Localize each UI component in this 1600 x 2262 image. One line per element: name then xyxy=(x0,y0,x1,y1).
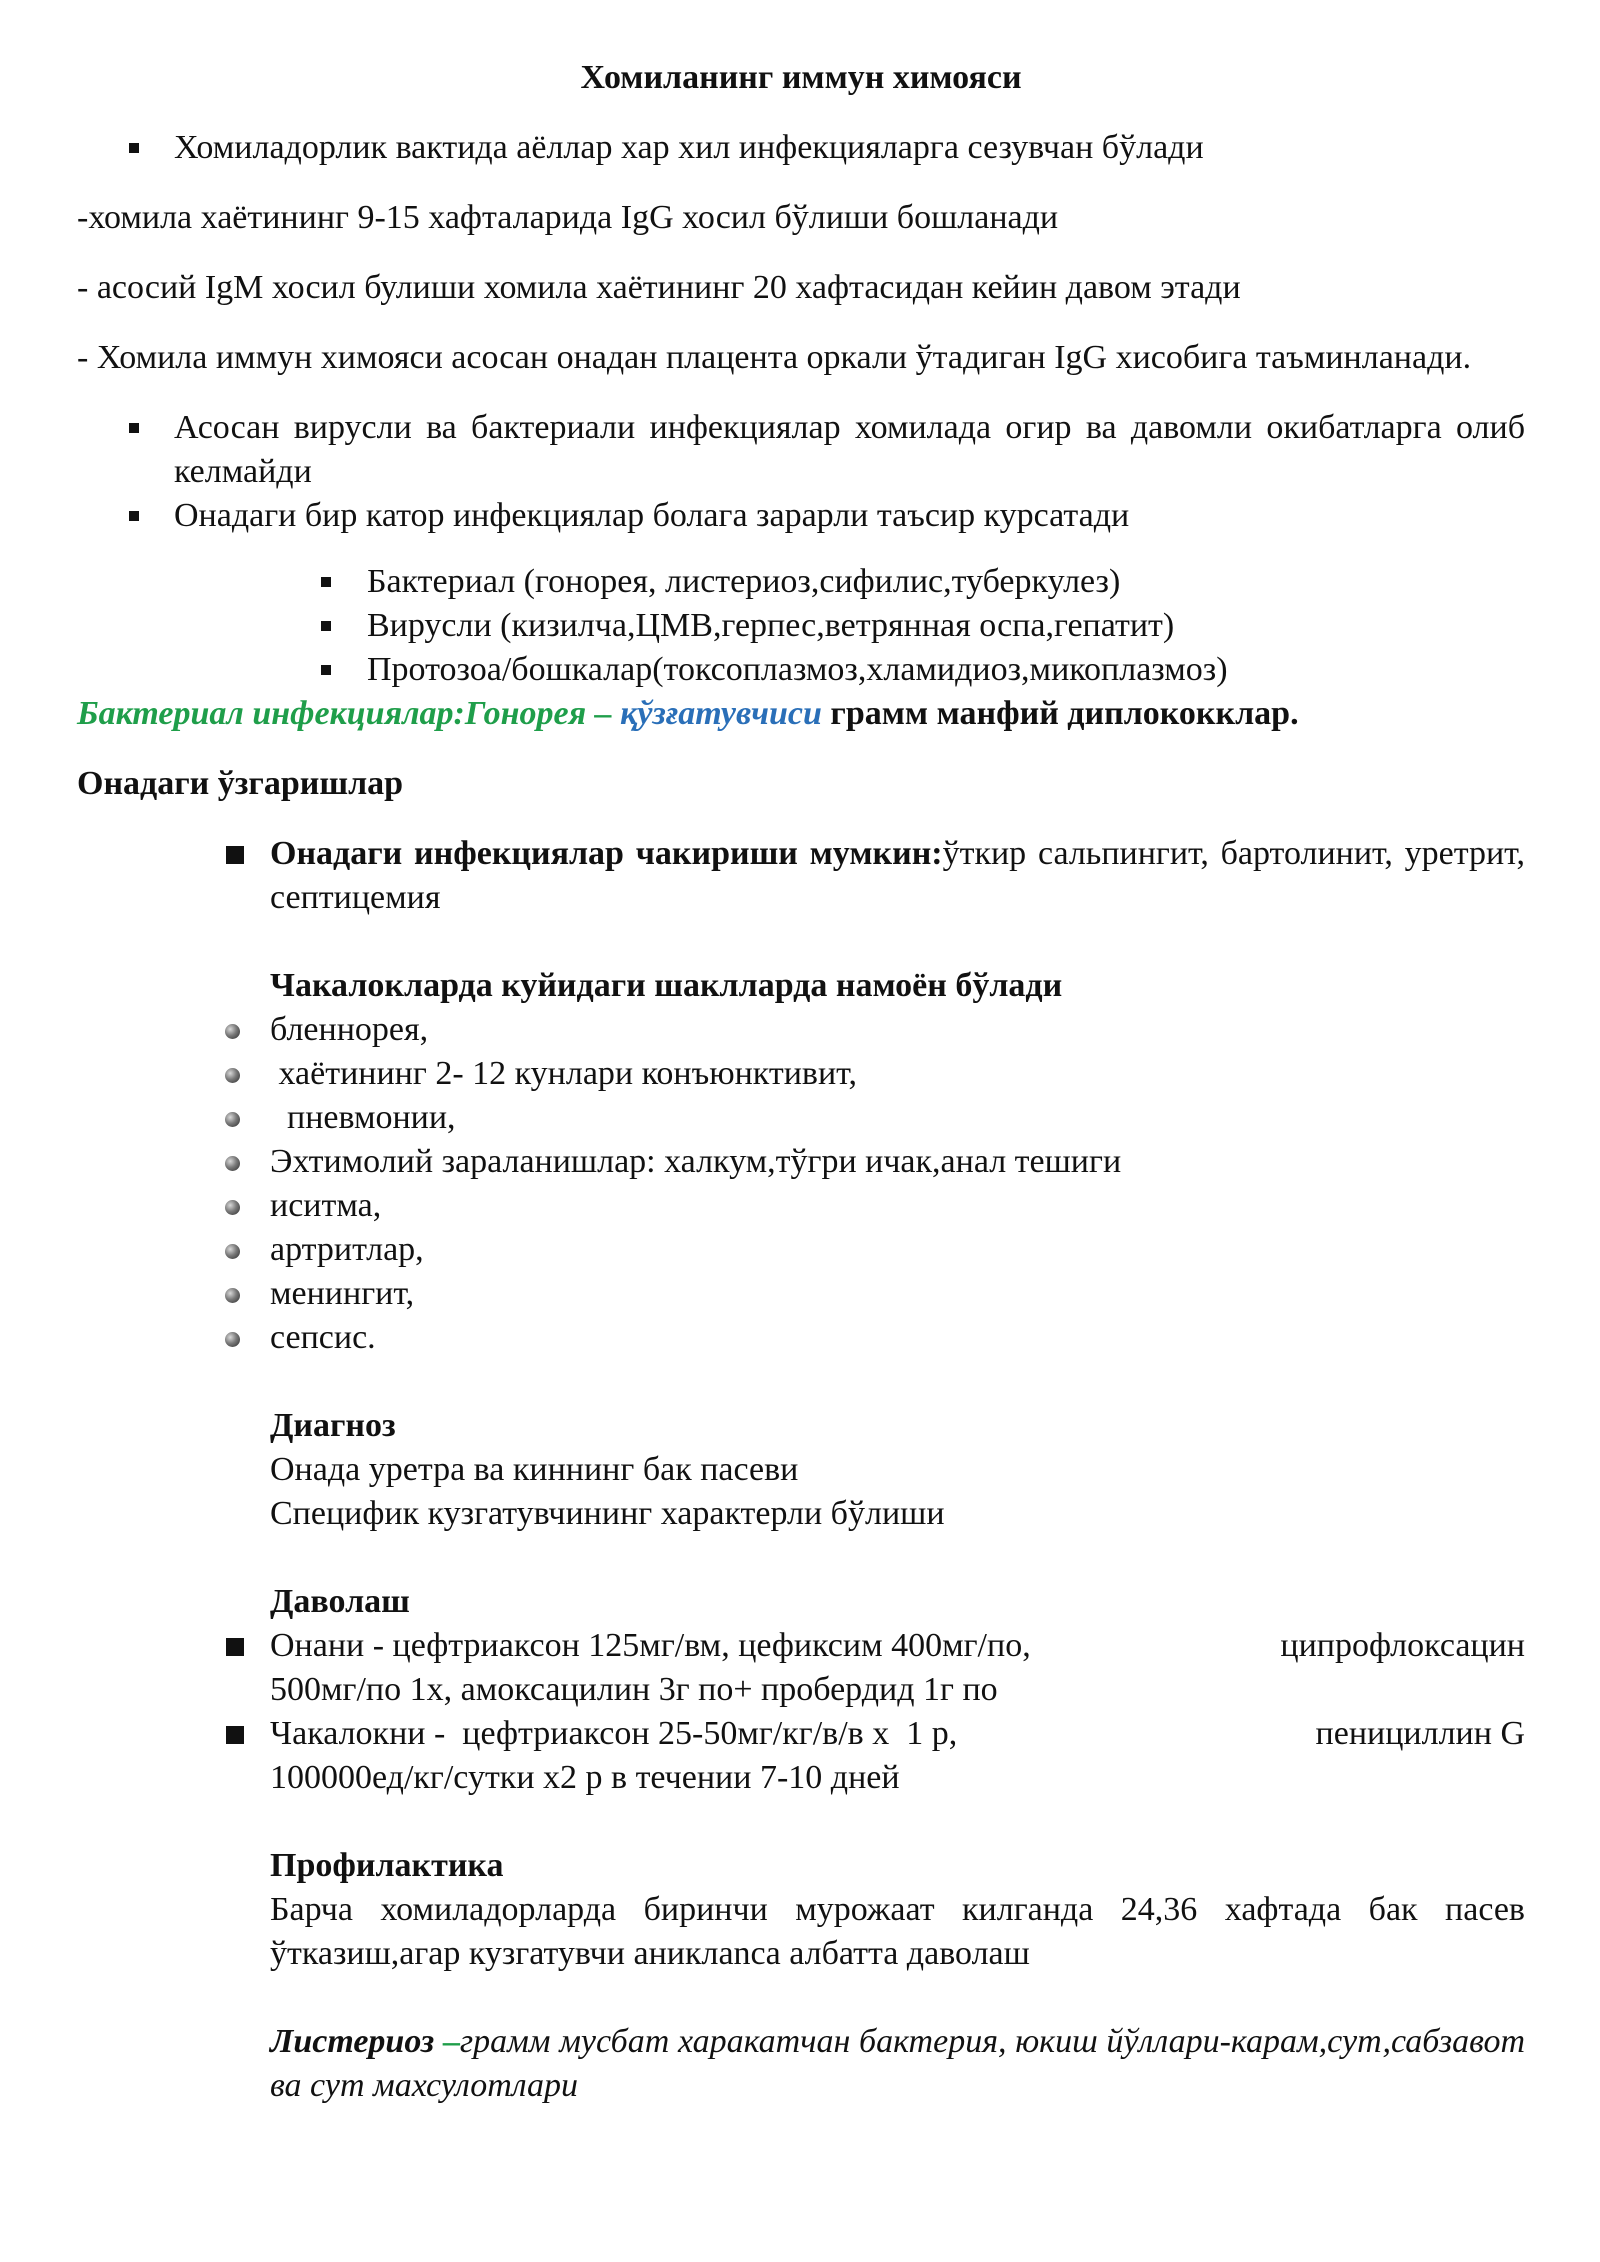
line-placenta: - Хомила иммун химояси асосан онадан плацента оркали ўтадиган IgG хисобига таъминланади. xyxy=(77,339,1472,376)
mother-infections-text: ўткир сальпингит, бартолинит, уретрит, септицемия xyxy=(270,835,1525,916)
gonorrhea-line xyxy=(77,692,1525,736)
newborn-heading: Чакалокларда куйидаги шаклларда намоён бўлади xyxy=(270,967,1063,1004)
line-igg-start: -хомила хаётининг 9-15 хафталарида IgG хосил бўлиши бошланади xyxy=(77,199,1059,236)
newborn-item: хаётининг 2- 12 кунлари конъюнктивит, xyxy=(77,1052,1525,1096)
mother-changes-heading: Онадаги ўзгаришлар xyxy=(77,765,404,802)
gonorrhea-pathogen: грамм манфий диплококклар. xyxy=(821,695,1299,732)
newborn-item: Эхтимолий зараланишлар: халкум,тўгри ичак,анал тешиги xyxy=(77,1140,1525,1184)
listeriosis-line xyxy=(77,2020,1525,2108)
document-page xyxy=(77,56,1525,2108)
listeriosis-lead: Листериоз xyxy=(270,2023,435,2060)
subbullet-bacterial: Бактериал (гонорея, листериоз,сифилис,туберкулез) xyxy=(77,560,1525,604)
treatment-mother xyxy=(77,1624,1525,1712)
gonorrhea-lead: Бактериал инфекциялар:Гонорея – xyxy=(77,695,621,732)
subbullet-viral: Вирусли (кизилча,ЦМВ,герпес,ветрянная оспа,гепатит) xyxy=(77,604,1525,648)
newborn-item: бленнорея, xyxy=(77,1008,1525,1052)
mother-infections-item xyxy=(77,832,1525,920)
infection-types-list xyxy=(77,560,1525,692)
treatment-newborn-penicillin: пенициллин G xyxy=(1315,1715,1525,1752)
diagnosis-line-1: Онада уретра ва киннинг бак пасеви xyxy=(270,1451,799,1488)
treatment-newborn-text: Чакалокни - цефтриаксон 25-50мг/кг/в/в х 1 р, xyxy=(270,1715,958,1752)
newborn-item: сепсис. xyxy=(77,1316,1525,1360)
treatment-mother-cipro: ципрофлоксацин xyxy=(1280,1627,1525,1664)
treatment-heading: Даволаш xyxy=(270,1583,410,1620)
listeriosis-text: грамм мусбат харакатчан бактерия, юкиш йўллари-карам,сут,сабзавот ва сут махсулотлари xyxy=(270,2023,1526,2104)
subbullet-protozoa: Протозоа/бошкалар(токсоплазмоз,хламидиоз,микоплазмоз) xyxy=(77,648,1525,692)
treatment-newborn xyxy=(77,1712,1525,1800)
newborn-item: иситма, xyxy=(77,1184,1525,1228)
line-igm: - асосий IgM хосил булиши хомила хаётининг 20 хафтасидан кейин давом этади xyxy=(77,269,1241,306)
prophylaxis-heading: Профилактика xyxy=(270,1847,504,1884)
bullet-harmful: Онадаги бир катор инфекциялар болага зарарли таъсир курсатади xyxy=(77,494,1525,538)
listeriosis-dash: – xyxy=(434,2023,460,2060)
newborn-item: менингит, xyxy=(77,1272,1525,1316)
bullet-susceptibility: Хомиладорлик вактида аёллар хар хил инфекцияларга сезувчан бўлади xyxy=(77,126,1525,170)
prophylaxis-text: Барча хомиладорларда биринчи мурожаат килганда 24,36 хафтада бак пасев ўтказиш,агар кузгатувчи аниклanca албатта даволаш xyxy=(270,1891,1525,1972)
newborn-item: пневмонии, xyxy=(77,1096,1525,1140)
treatment-newborn-cont: 100000ед/кг/сутки х2 р в течении 7-10 дней xyxy=(270,1759,900,1796)
bullet-viral-bacterial: Асосан вирусли ва бактериали инфекциялар хомилада огир ва давомли окибатларга олиб келмайди xyxy=(77,406,1525,494)
newborn-item: артритлар, xyxy=(77,1228,1525,1272)
newborn-list xyxy=(77,1008,1525,1360)
gonorrhea-pathogen-label: қўзғатувчиси xyxy=(620,695,822,732)
document-title: Хомиланинг иммун химояси xyxy=(580,59,1022,96)
treatment-mother-text: Онани - цефтриаксон 125мг/вм, цефиксим 400мг/по, xyxy=(270,1627,1031,1664)
diagnosis-line-2: Специфик кузгатувчининг характерли бўлиши xyxy=(270,1495,945,1532)
treatment-mother-cont: 500мг/по 1х, амоксацилин 3г по+ пробердид 1г по xyxy=(270,1671,998,1708)
diagnosis-heading: Диагноз xyxy=(270,1407,396,1444)
mother-infections-lead: Онадаги инфекциялар чакириши мумкин: xyxy=(270,835,943,872)
